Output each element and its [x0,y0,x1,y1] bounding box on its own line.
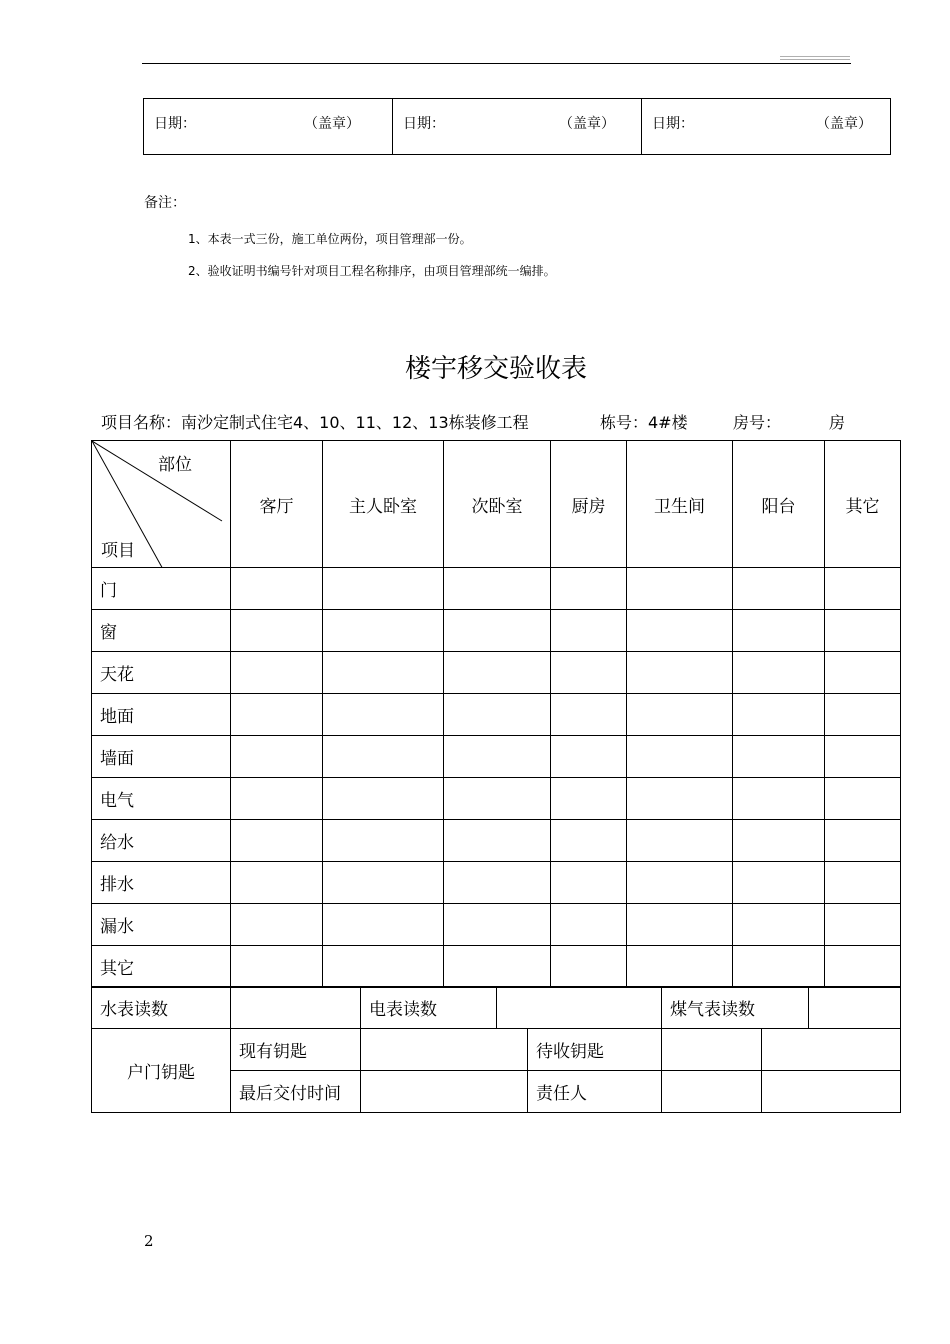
row-label: 地面 [92,694,231,736]
table-cell[interactable] [231,904,323,946]
table-cell[interactable] [551,904,627,946]
room-suffix: 房 [829,413,846,432]
electric-meter-label: 电表读数 [361,987,497,1029]
table-cell[interactable] [323,568,444,610]
table-cell[interactable] [323,610,444,652]
table-cell[interactable] [825,694,901,736]
stamp-label: （盖章） [304,116,360,132]
table-row [92,736,901,778]
stamp-label: （盖章） [816,116,872,132]
table-cell[interactable] [444,652,551,694]
gas-meter-value[interactable] [809,987,901,1029]
header-rule [142,63,851,64]
gas-meter-label: 煤气表读数 [662,987,809,1029]
row-label: 窗 [92,610,231,652]
table-row [92,778,901,820]
table-cell[interactable] [551,610,627,652]
header-mark [780,59,850,60]
table-cell[interactable] [733,652,825,694]
table-row [92,904,901,946]
table-cell[interactable] [825,820,901,862]
table-cell[interactable] [444,778,551,820]
table-row [92,946,901,988]
table-cell[interactable] [231,568,323,610]
inspection-table [91,440,901,988]
row-label: 电气 [92,778,231,820]
table-cell[interactable] [733,610,825,652]
corner-top-label: 部位 [158,455,192,475]
table-cell[interactable] [627,862,733,904]
key-row [92,1029,901,1071]
room-number-label: 房号： [733,413,782,432]
table-cell[interactable] [231,778,323,820]
table-cell[interactable] [444,568,551,610]
pending-keys-label: 待收钥匙 [528,1029,662,1071]
table-row [92,862,901,904]
note-item: 1、本表一式三份，施工单位两份，项目管理部一份。 [188,232,472,246]
table-cell[interactable] [733,862,825,904]
table-cell[interactable] [733,820,825,862]
table-cell[interactable] [825,610,901,652]
date-label: 日期： [652,116,694,132]
pending-keys-value[interactable] [762,1029,901,1071]
note-item: 2、验收证明书编号针对项目工程名称排序，由项目管理部统一编排。 [188,264,556,278]
table-cell[interactable] [733,904,825,946]
signature-table [143,98,891,155]
table-cell[interactable] [627,946,733,988]
column-header: 阳台 [733,441,825,568]
table-cell[interactable] [825,736,901,778]
row-label: 排水 [92,862,231,904]
water-meter-label: 水表读数 [92,987,231,1029]
table-cell[interactable] [627,904,733,946]
table-cell[interactable] [551,778,627,820]
last-delivery-label: 最后交付时间 [231,1071,361,1113]
table-cell[interactable] [444,610,551,652]
table-cell[interactable] [551,862,627,904]
table-cell[interactable] [323,652,444,694]
table-cell[interactable] [551,946,627,988]
table-cell[interactable] [444,820,551,862]
diagonal-header-cell [92,441,231,568]
table-cell[interactable] [627,610,733,652]
meter-row [92,987,901,1029]
date-label: 日期： [154,116,196,132]
table-cell[interactable] [444,862,551,904]
table-cell[interactable] [551,694,627,736]
pending-keys-spacer [662,1029,762,1071]
column-header: 次卧室 [444,441,551,568]
table-cell[interactable] [825,778,901,820]
last-delivery-value[interactable] [361,1071,528,1113]
current-keys-label: 现有钥匙 [231,1029,361,1071]
row-label: 其它 [92,946,231,988]
current-keys-value[interactable] [361,1029,528,1071]
table-cell[interactable] [551,568,627,610]
corner-bottom-label: 项目 [101,541,135,561]
signature-cell [144,99,393,155]
column-header: 其它 [825,441,901,568]
table-cell[interactable] [627,652,733,694]
signature-cell [393,99,642,155]
table-cell[interactable] [825,652,901,694]
date-label: 日期： [403,116,445,132]
table-cell[interactable] [733,736,825,778]
page-number: 2 [144,1232,154,1250]
table-cell[interactable] [323,694,444,736]
stamp-label: （盖章） [559,116,615,132]
table-cell[interactable] [231,862,323,904]
table-cell[interactable] [231,820,323,862]
table-cell[interactable] [231,946,323,988]
table-cell[interactable] [231,652,323,694]
table-cell[interactable] [627,820,733,862]
table-cell[interactable] [627,568,733,610]
column-header: 厨房 [551,441,627,568]
table-row [92,610,901,652]
row-label: 天花 [92,652,231,694]
meter-key-table [91,986,901,1113]
table-cell[interactable] [733,946,825,988]
building-number: 栋号：4#楼 [600,413,688,432]
form-title: 楼宇移交验收表 [404,354,587,384]
column-header: 卫生间 [627,441,733,568]
table-cell[interactable] [627,694,733,736]
table-row [92,820,901,862]
table-cell[interactable] [825,904,901,946]
table-cell[interactable] [444,694,551,736]
table-cell[interactable] [231,610,323,652]
column-header: 客厅 [231,441,323,568]
row-label: 门 [92,568,231,610]
table-cell[interactable] [733,568,825,610]
responsible-value[interactable] [762,1071,901,1113]
row-label: 墙面 [92,736,231,778]
table-cell[interactable] [323,736,444,778]
table-cell[interactable] [825,568,901,610]
table-cell[interactable] [323,778,444,820]
table-cell[interactable] [231,736,323,778]
table-cell[interactable] [627,778,733,820]
responsible-label: 责任人 [528,1071,662,1113]
table-header-row [92,441,901,568]
table-cell[interactable] [444,904,551,946]
table-row [92,652,901,694]
table-cell[interactable] [825,862,901,904]
table-cell[interactable] [323,862,444,904]
table-cell[interactable] [323,820,444,862]
table-cell[interactable] [551,736,627,778]
table-cell[interactable] [733,694,825,736]
table-cell[interactable] [323,904,444,946]
notes-title: 备注： [144,195,186,211]
table-cell[interactable] [825,946,901,988]
table-cell[interactable] [444,736,551,778]
table-cell[interactable] [551,652,627,694]
water-meter-value[interactable] [231,987,361,1029]
table-cell[interactable] [627,736,733,778]
table-cell[interactable] [733,778,825,820]
door-key-label: 户门钥匙 [92,1029,231,1113]
electric-meter-value[interactable] [497,987,662,1029]
project-name: 项目名称：南沙定制式住宅4、10、11、12、13栋装修工程 [101,413,529,432]
table-cell[interactable] [323,946,444,988]
table-row [92,694,901,736]
column-header: 主人卧室 [323,441,444,568]
responsible-spacer [662,1071,762,1113]
table-cell[interactable] [231,694,323,736]
signature-cell [642,99,891,155]
row-label: 给水 [92,820,231,862]
table-cell[interactable] [551,820,627,862]
table-row [92,568,901,610]
header-mark [780,56,850,57]
row-label: 漏水 [92,904,231,946]
table-cell[interactable] [444,946,551,988]
